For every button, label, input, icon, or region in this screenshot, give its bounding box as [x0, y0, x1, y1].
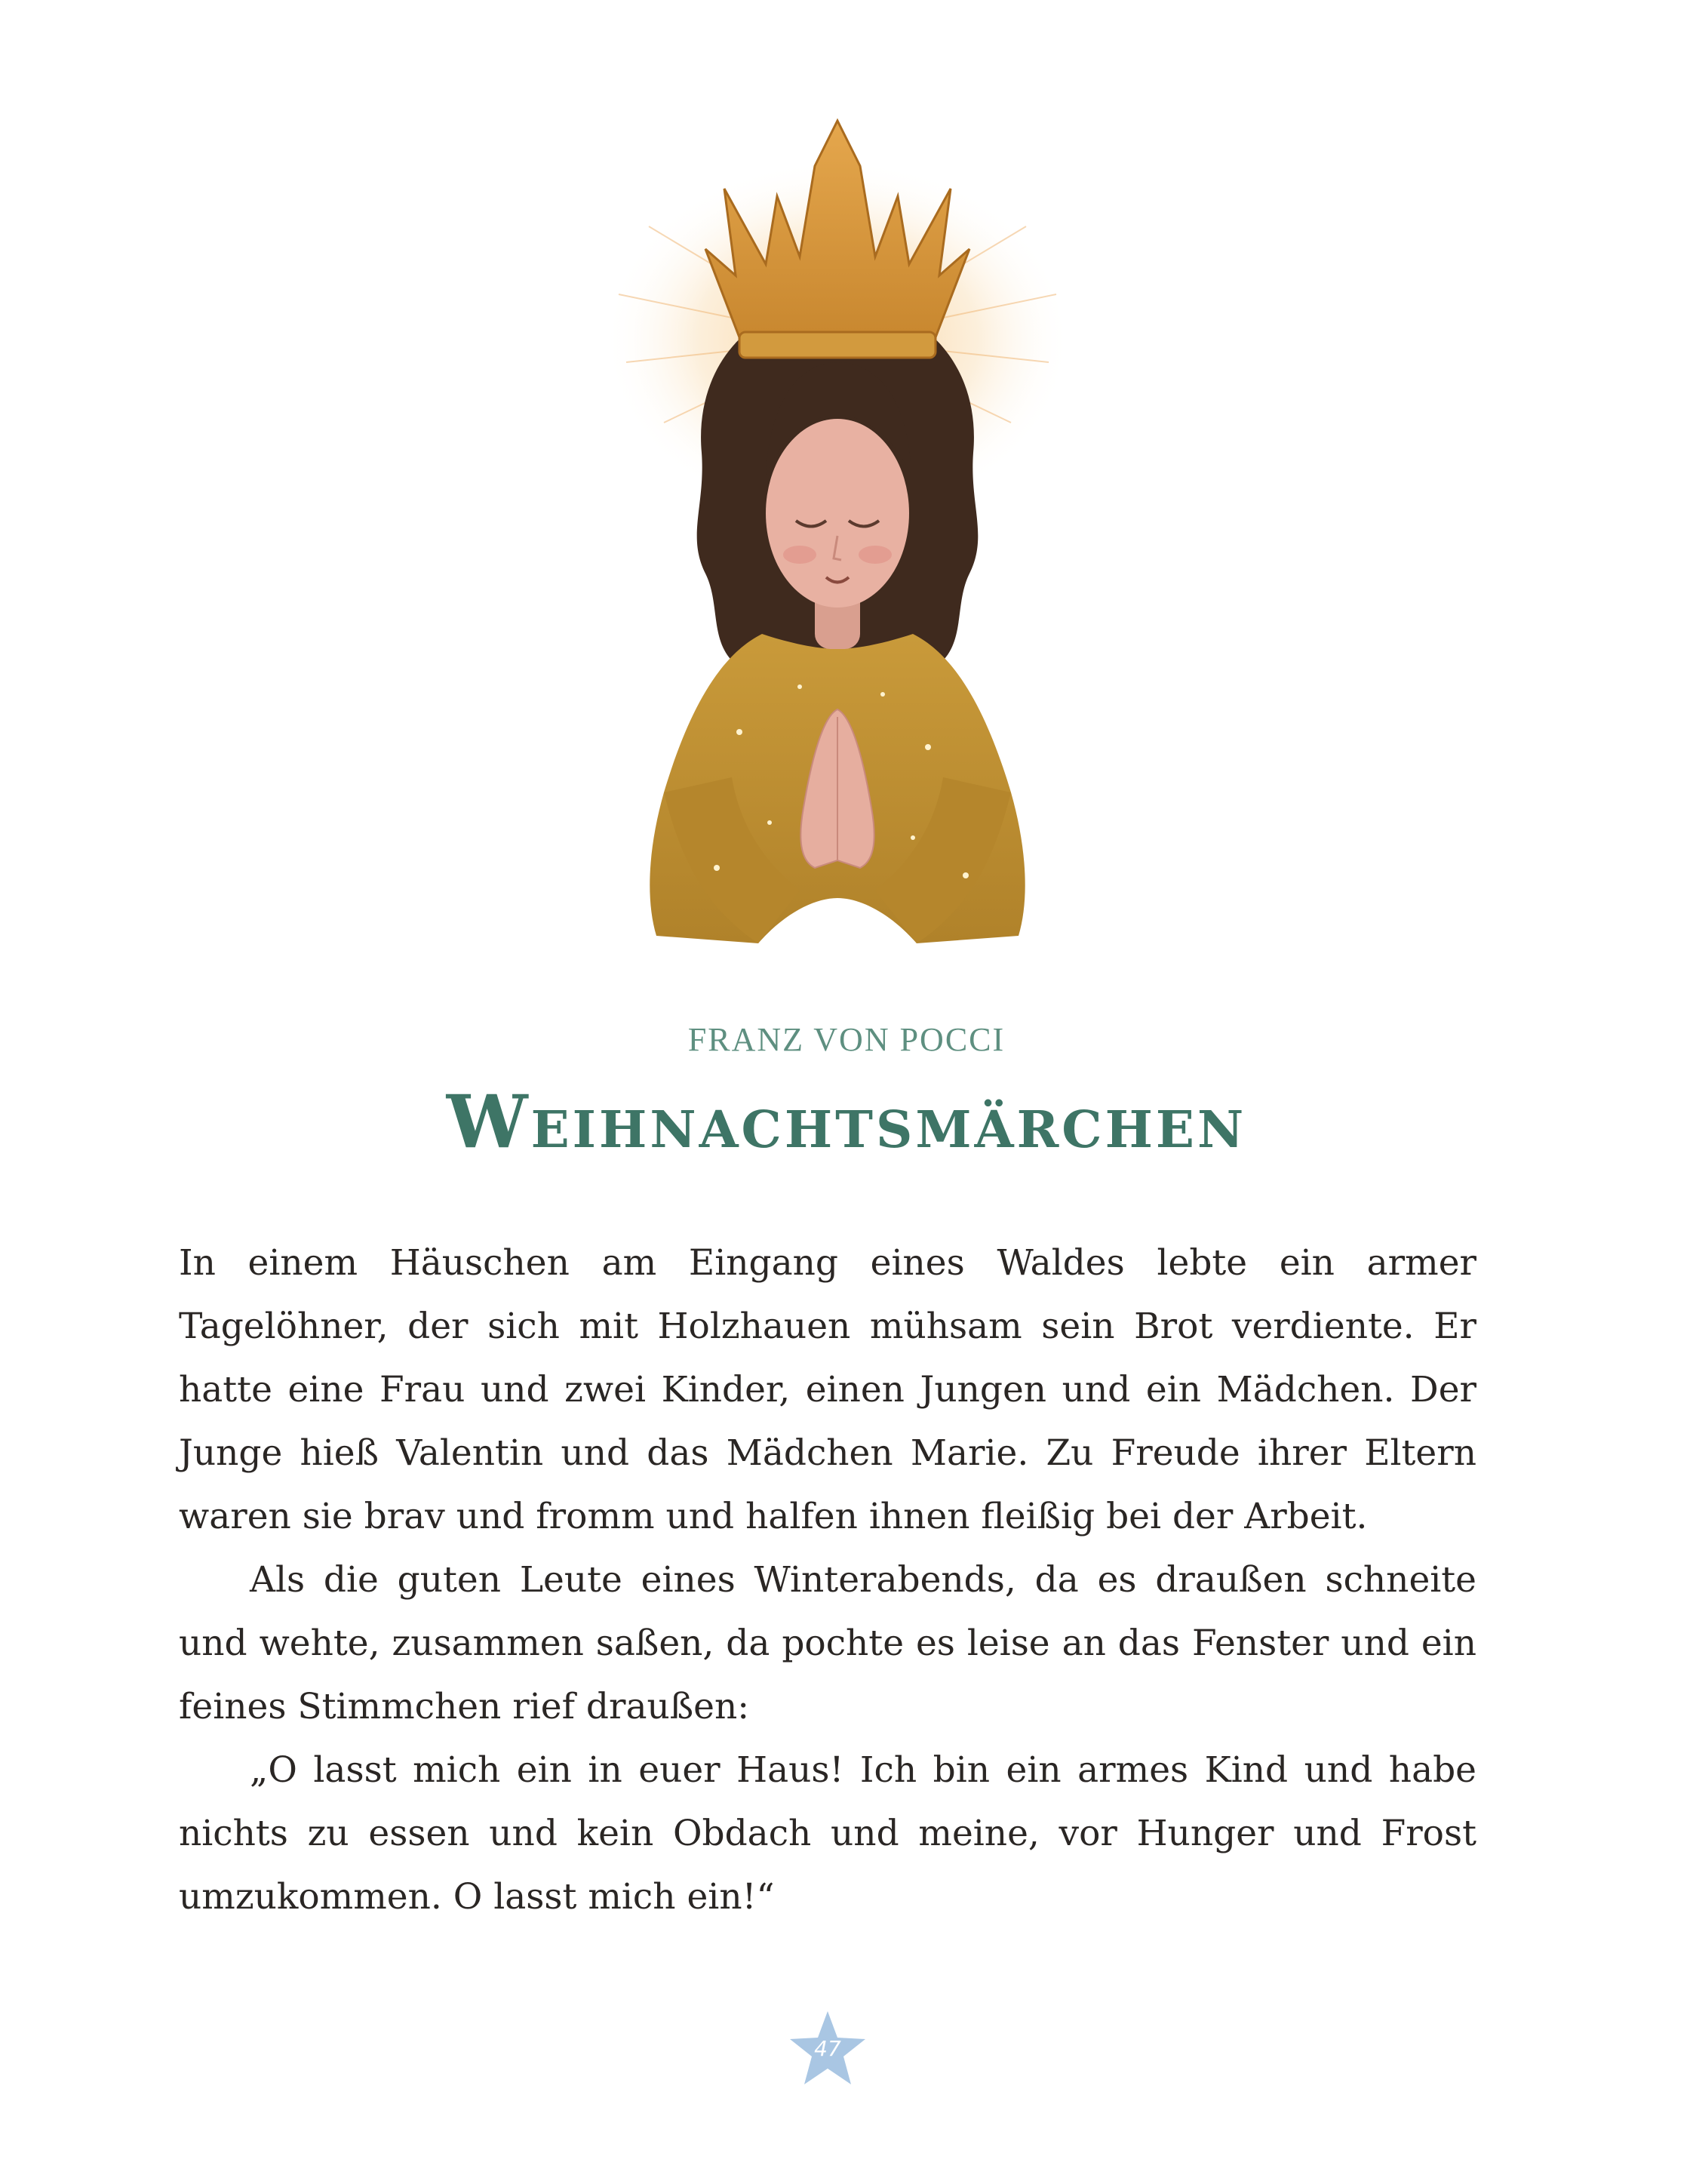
face — [766, 419, 909, 608]
story-text — [179, 1232, 1476, 1929]
left-cheek — [783, 546, 816, 564]
crown-band — [739, 332, 936, 358]
story-title: Weihnachtsmärchen — [446, 1079, 1247, 1164]
paragraph: Als die guten Leute eines Winterabends, da es draußen schneite und wehte, zusammen saßen, da pochte es leise an das Fenster und ein feines Stimmchen rief draußen: — [179, 1559, 1476, 1727]
right-cheek — [859, 546, 892, 564]
author-name: FRANZ VON POCCI — [687, 1021, 1006, 1058]
page-number-marker — [786, 2007, 869, 2090]
praying-girl-with-crown-illustration — [573, 113, 1102, 966]
page-number: 47 — [814, 2036, 841, 2061]
crown — [705, 121, 969, 347]
paragraph: „O lasst mich ein in euer Haus! Ich bin ein armes Kind und habe nichts zu essen und kein Obdach und meine, vor Hunger und Frost umzukommen. O lasst mich ein!“ — [179, 1749, 1476, 1918]
paragraph: In einem Häuschen am Eingang eines Waldes lebte ein armer Tagelöhner, der sich mit Holzhauen mühsam sein Brot verdiente. Er hatte eine Frau und zwei Kinder, einen Jungen und ein Mädchen. Der Junge hieß Valentin und das Mädchen Marie. Zu Freude ihrer Eltern waren sie brav und fromm und halfen ihnen fleißig bei der Arbeit. — [179, 1242, 1476, 1537]
